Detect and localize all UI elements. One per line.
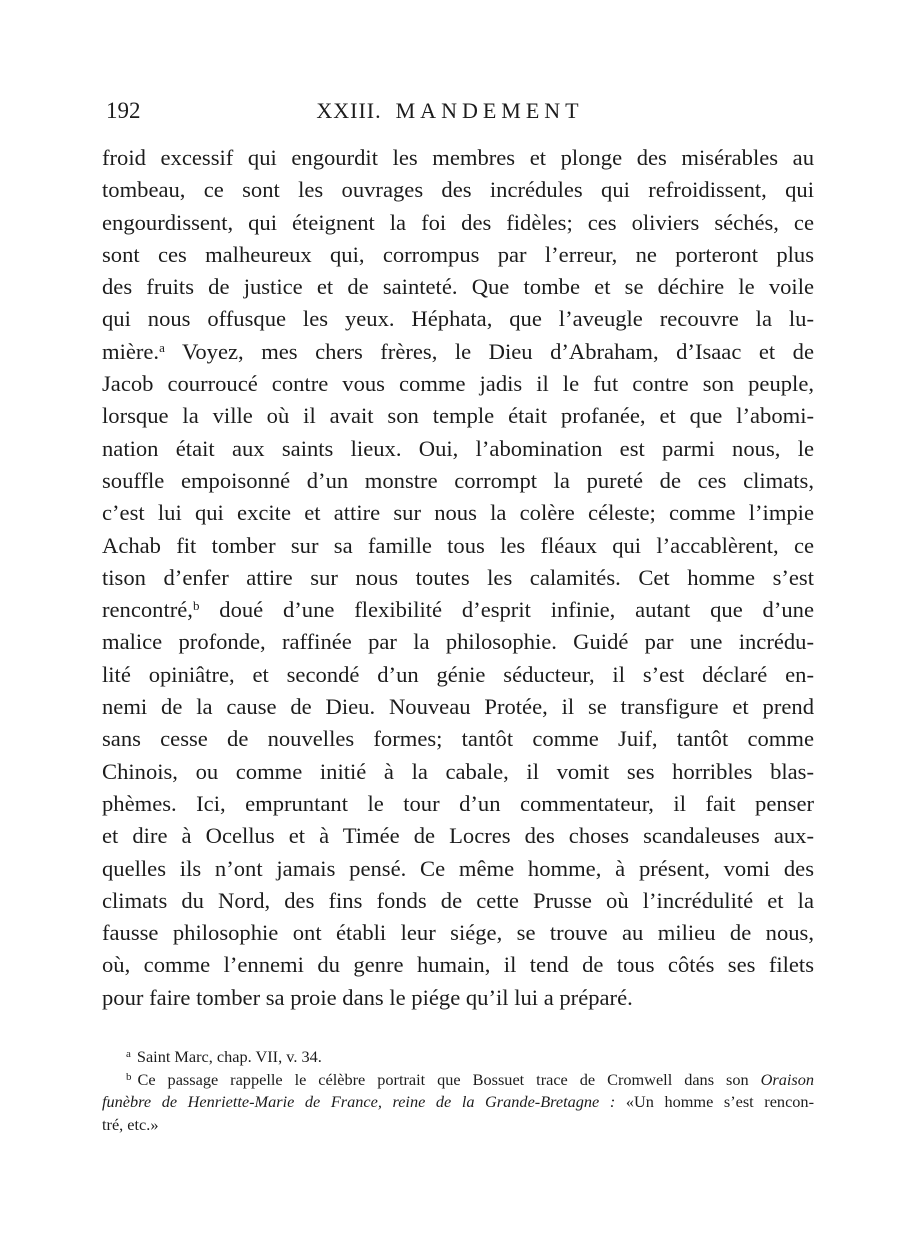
- section-title: MANDEMENT: [395, 98, 584, 123]
- body-text: [102, 142, 814, 1014]
- footnotes: [102, 1046, 814, 1136]
- text-line: des fruits de justice et de sainteté. Que tombe et se déchire le voile: [102, 274, 814, 300]
- footnote-a-text: Saint Marc, chap. VII, v. 34.: [136, 1047, 322, 1066]
- text-line: lorsque la ville où il avait son temple était profanée, et que l’abomi-: [102, 403, 814, 429]
- line-lead: mière.: [102, 338, 160, 364]
- text-line: Jacob courroucé contre vous comme jadis il le fut contre son peuple,: [102, 371, 814, 397]
- footnote-ref-a: a: [159, 339, 165, 355]
- footnote-b-italic: funèbre de Henriette-Marie de France, reine de la Grande-Bretagne :: [102, 1092, 616, 1112]
- line-lead: rencontré,: [102, 597, 193, 623]
- text-line: nemi de la cause de Dieu. Nouveau Protée, il se transfigure et prend: [102, 694, 814, 720]
- section-number: XXIII.: [316, 98, 382, 123]
- text-line: fausse philosophie ont établi leur siége, se trouve au milieu de nous,: [102, 920, 814, 946]
- page-number: 192: [106, 98, 141, 123]
- text-line: où, comme l’ennemi du genre humain, il tend de tous côtés ses filets: [102, 952, 814, 978]
- text-line: et dire à Ocellus et à Timée de Locres des choses scandaleuses aux-: [102, 823, 814, 849]
- text-line: nation était aux saints lieux. Oui, l’abomination est parmi nous, le: [102, 435, 814, 461]
- text-line: tombeau, ce sont les ouvrages des incrédules qui refroidissent, qui: [102, 177, 814, 203]
- text-line: froid excessif qui engourdit les membres et plonge des misérables au: [102, 145, 814, 170]
- text-line: sont ces malheureux qui, corrompus par l’erreur, ne porteront plus: [102, 241, 814, 267]
- running-head: [0, 98, 900, 124]
- line-rest: doué d’une flexibilité d’esprit infinie, autant que d’une: [219, 597, 814, 623]
- text-line: Chinois, ou comme initié à la cabale, il vomit ses horribles blas-: [102, 758, 814, 784]
- text-line: Achab fit tomber sur sa famille tous les fléaux qui l’accablèrent, ce: [102, 532, 814, 558]
- footnote-a: [102, 1046, 814, 1069]
- text-line: lité opiniâtre, et secondé d’un génie séducteur, il s’est déclaré en-: [102, 661, 814, 687]
- text-line: qui nous offusque les yeux. Héphata, que l’aveugle recouvre la lu-: [102, 306, 814, 332]
- line-rest: Voyez, mes chers frères, le Dieu d’Abraham, d’Isaac et de: [181, 338, 814, 364]
- text-line: c’est lui qui excite et attire sur nous la colère céleste; comme l’impie: [102, 500, 814, 526]
- text-line: quelles ils n’ont jamais pensé. Ce même homme, à présent, vomi des: [102, 855, 814, 881]
- footnote-b-line-3: tré, etc.»: [102, 1114, 159, 1134]
- text-line: malice profonde, raffinée par la philosophie. Guidé par une incrédu-: [102, 629, 814, 655]
- text-line: souffle empoisonné d’un monstre corrompt la pureté de ces climats,: [102, 467, 814, 493]
- footnote-b-quote: «Un homme s’est rencon-: [625, 1092, 814, 1112]
- footnote-mark-b: b: [126, 1070, 132, 1083]
- footnote-b-italic: Oraison: [760, 1069, 815, 1089]
- text-line: pour faire tomber sa proie dans le piége qu’il lui a préparé.: [102, 984, 633, 1010]
- text-line: engourdissent, qui éteignent la foi des fidèles; ces oliviers séchés, ce: [102, 209, 814, 235]
- footnote-b-line-1: [102, 1069, 814, 1092]
- text-line: [102, 336, 814, 368]
- footnote-ref-b: b: [192, 598, 200, 614]
- footnote-b-text: Ce passage rappelle le célèbre portrait que Bossuet trace de Cromwell dans son: [137, 1069, 749, 1089]
- text-line: sans cesse de nouvelles formes; tantôt comme Juif, tantôt comme: [102, 726, 814, 752]
- text-line: phèmes. Ici, empruntant le tour d’un commentateur, il fait penser: [102, 790, 814, 816]
- text-line: tison d’enfer attire sur nous toutes les calamités. Cet homme s’est: [102, 564, 814, 590]
- text-line: climats du Nord, des fins fonds de cette Prusse où l’incrédulité et la: [102, 887, 814, 913]
- text-line: [102, 594, 814, 626]
- footnote-mark-a: a: [126, 1048, 131, 1060]
- footnote-b-line-2: [102, 1091, 814, 1114]
